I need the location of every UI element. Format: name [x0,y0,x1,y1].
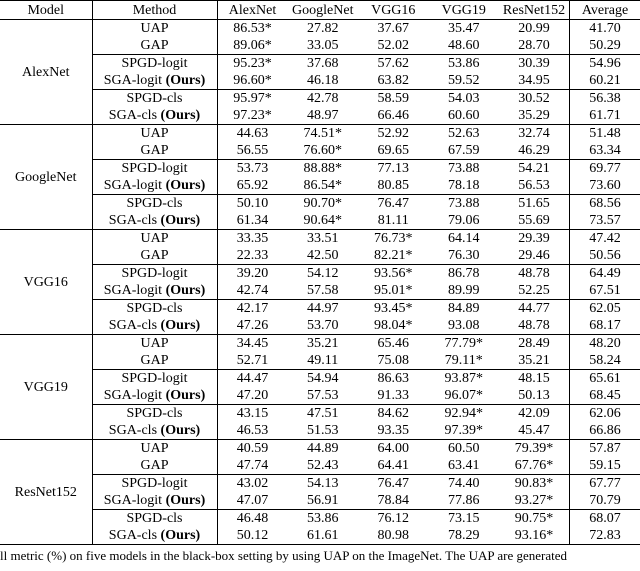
ours-tag: (Ours) [160,423,201,438]
value-cell: 53.86 [288,510,359,528]
value-cell: 34.95 [499,72,570,90]
ours-tag: (Ours) [160,528,201,543]
header-googlenet: GoogleNet [288,1,359,20]
value-cell: 49.11 [307,353,339,368]
value-cell: 46.29 [499,142,570,160]
method-name [92,492,217,510]
value-cell: 93.35 [377,423,409,438]
value-cell: 93.45* [358,300,429,318]
table-row [0,510,640,528]
value-cell: 72.83 [570,527,640,545]
ours-tag: (Ours) [165,283,206,298]
value-cell: 73.57 [589,213,621,228]
value-cell: 54.03 [429,90,500,108]
value-cell: 95.23* [217,55,288,73]
table-row [0,212,640,230]
model-name: VGG16 [0,230,92,335]
value-cell: 53.70 [307,318,339,333]
method-name [92,212,217,230]
value-cell: 35.21 [499,352,570,370]
value-cell: 20.99 [499,20,570,38]
value-cell: 59.52 [448,73,480,88]
value-cell: 52.92 [358,125,429,143]
method-name: SPGD-logit [92,55,217,73]
value-cell: 66.86 [589,423,621,438]
value-cell: 34.45 [217,335,288,353]
value-cell: 39.20 [217,265,288,283]
ours-tag: (Ours) [160,213,201,228]
table-row [0,335,640,353]
value-cell: 90.70* [288,195,359,213]
method-name: SPGD-logit [92,265,217,283]
value-cell: 98.04* [374,318,413,333]
value-cell: 43.02 [217,475,288,493]
value-cell: 61.34 [236,213,269,228]
method-label: SGA-cls [108,423,161,438]
value-cell: 69.65 [377,143,409,158]
method-name: SPGD-cls [92,195,217,213]
value-cell: 93.56* [358,265,429,283]
value-cell: 68.56 [570,195,640,213]
table-body [0,20,640,545]
value-cell: 47.74 [236,458,269,473]
value-cell: 57.62 [358,55,429,73]
value-cell: 50.12 [217,527,288,545]
value-cell: 44.47 [217,370,288,388]
value-cell: 50.13 [499,387,570,405]
value-cell: 58.59 [358,90,429,108]
value-cell: 44.89 [288,440,359,458]
value-cell: 68.45 [589,388,621,403]
method-name: GAP [92,37,217,55]
value-cell: 61.71 [589,108,621,123]
method-label: SGA-cls [108,528,161,543]
table-row [0,300,640,318]
method-label: SGA-logit [103,283,166,298]
value-cell: 52.02 [377,38,409,53]
value-cell: 35.21 [288,335,359,353]
value-cell: 78.18 [448,178,480,193]
method-name [92,72,217,90]
method-name: SPGD-cls [92,510,217,528]
value-cell: 42.74 [236,283,269,298]
ours-tag: (Ours) [165,178,206,193]
value-cell: 29.39 [499,230,570,248]
table-row [0,457,640,475]
method-name: GAP [92,247,217,265]
value-cell: 44.77 [499,300,570,318]
value-cell: 35.47 [429,20,500,38]
value-cell: 74.40 [429,475,500,493]
value-cell: 47.42 [570,230,640,248]
table-row [0,107,640,125]
method-label: SGA-logit [103,388,166,403]
table-row [0,475,640,493]
value-cell: 79.11* [444,353,483,368]
value-cell: 61.61 [288,527,359,545]
value-cell: 46.53 [236,423,269,438]
method-name: UAP [92,125,217,143]
method-name [92,422,217,440]
method-name: GAP [92,352,217,370]
table-row [0,317,640,335]
method-name: GAP [92,457,217,475]
value-cell: 51.53 [307,423,339,438]
value-cell: 63.82 [377,73,409,88]
value-cell: 63.41 [448,458,480,473]
table-row [0,265,640,283]
value-cell: 51.48 [570,125,640,143]
value-cell: 54.13 [288,475,359,493]
method-name: UAP [92,230,217,248]
value-cell: 73.15 [429,510,500,528]
value-cell: 42.09 [499,405,570,423]
method-name [92,527,217,545]
value-cell: 92.94* [429,405,500,423]
value-cell: 88.88* [288,160,359,178]
method-name: SPGD-cls [92,300,217,318]
header-method: Method [92,1,217,20]
value-cell: 52.43 [307,458,339,473]
value-cell: 84.89 [429,300,500,318]
value-cell: 80.85 [377,178,409,193]
value-cell: 45.47 [499,422,570,440]
value-cell: 79.06 [448,213,480,228]
table-row [0,230,640,248]
value-cell: 55.69 [499,212,570,230]
value-cell: 69.77 [570,160,640,178]
value-cell: 65.92 [236,178,269,193]
value-cell: 82.21* [374,248,413,263]
value-cell: 62.06 [570,405,640,423]
table-row [0,90,640,108]
value-cell: 86.78 [429,265,500,283]
method-name: SPGD-cls [92,90,217,108]
value-cell: 47.20 [236,388,269,403]
value-cell: 37.68 [288,55,359,73]
value-cell: 77.13 [358,160,429,178]
value-cell: 76.47 [358,195,429,213]
value-cell: 64.14 [429,230,500,248]
value-cell: 52.71 [236,353,269,368]
value-cell: 52.25 [499,282,570,300]
method-label: SGA-cls [108,213,161,228]
value-cell: 56.55 [236,143,269,158]
value-cell: 54.21 [499,160,570,178]
value-cell: 64.00 [358,440,429,458]
value-cell: 22.33 [236,248,269,263]
value-cell: 76.60* [303,143,342,158]
value-cell: 46.48 [217,510,288,528]
value-cell: 84.62 [358,405,429,423]
value-cell: 76.30 [448,248,480,263]
value-cell: 59.15 [589,458,621,473]
value-cell: 93.08 [448,318,480,333]
header-average: Average [570,1,640,20]
value-cell: 33.51 [288,230,359,248]
value-cell: 30.39 [499,55,570,73]
value-cell: 30.52 [499,90,570,108]
value-cell: 97.23* [233,108,272,123]
value-cell: 67.77 [570,475,640,493]
value-cell: 93.27* [499,492,570,510]
method-label: SGA-logit [103,493,166,508]
header-model: Model [0,1,92,20]
method-name [92,387,217,405]
table-row [0,247,640,265]
value-cell: 73.88 [429,195,500,213]
ours-tag: (Ours) [160,108,201,123]
value-cell: 60.50 [429,440,500,458]
table-row [0,387,640,405]
table-row [0,142,640,160]
table-row [0,492,640,510]
value-cell: 97.39* [444,423,483,438]
value-cell: 42.50 [307,248,339,263]
header-vgg19: VGG19 [429,1,500,20]
value-cell: 86.53* [217,20,288,38]
value-cell: 68.17 [589,318,621,333]
value-cell: 75.08 [377,353,409,368]
value-cell: 56.53 [499,177,570,195]
value-cell: 54.12 [288,265,359,283]
value-cell: 67.59 [448,143,480,158]
value-cell: 76.47 [358,475,429,493]
value-cell: 68.07 [570,510,640,528]
value-cell: 48.78 [499,317,570,335]
value-cell: 47.51 [288,405,359,423]
value-cell: 76.73* [358,230,429,248]
table-row [0,177,640,195]
method-label: SGA-cls [108,108,161,123]
header-alexnet: AlexNet [217,1,288,20]
ours-tag: (Ours) [165,73,206,88]
value-cell: 86.63 [358,370,429,388]
value-cell: 47.26 [236,318,269,333]
table-row [0,370,640,388]
table-row [0,160,640,178]
method-name [92,177,217,195]
method-name: SPGD-logit [92,370,217,388]
method-name: SPGD-cls [92,405,217,423]
value-cell: 48.78 [499,265,570,283]
value-cell: 51.65 [499,195,570,213]
table-row [0,195,640,213]
value-cell: 41.70 [570,20,640,38]
method-name: UAP [92,440,217,458]
value-cell: 76.12 [358,510,429,528]
value-cell: 96.60* [233,73,272,88]
value-cell: 73.60 [589,178,621,193]
table-row [0,440,640,458]
value-cell: 63.34 [589,143,621,158]
ours-tag: (Ours) [165,493,206,508]
value-cell: 35.29 [499,107,570,125]
ours-tag: (Ours) [165,388,206,403]
table-row [0,527,640,545]
value-cell: 78.29 [429,527,500,545]
method-name: UAP [92,20,217,38]
value-cell: 53.86 [429,55,500,73]
value-cell: 50.10 [217,195,288,213]
method-name: GAP [92,142,217,160]
method-label: SGA-cls [108,318,161,333]
value-cell: 89.99 [448,283,480,298]
value-cell: 43.15 [217,405,288,423]
header-resnet152: ResNet152 [499,1,570,20]
model-name: AlexNet [0,20,92,125]
value-cell: 64.49 [570,265,640,283]
value-cell: 53.73 [217,160,288,178]
value-cell: 62.05 [570,300,640,318]
table-row [0,405,640,423]
value-cell: 27.82 [288,20,359,38]
value-cell: 52.63 [429,125,500,143]
table-row [0,55,640,73]
value-cell: 48.97 [307,108,339,123]
model-name: VGG19 [0,335,92,440]
value-cell: 33.35 [217,230,288,248]
value-cell: 70.79 [589,493,621,508]
value-cell: 50.56 [589,248,621,263]
value-cell: 46.18 [307,73,339,88]
table-row [0,282,640,300]
value-cell: 44.63 [217,125,288,143]
value-cell: 28.49 [499,335,570,353]
value-cell: 54.96 [570,55,640,73]
value-cell: 57.87 [570,440,640,458]
value-cell: 90.64* [303,213,342,228]
value-cell: 28.70 [499,37,570,55]
value-cell: 40.59 [217,440,288,458]
value-cell: 60.21 [589,73,621,88]
value-cell: 42.78 [288,90,359,108]
table-row [0,37,640,55]
value-cell: 57.58 [307,283,339,298]
value-cell: 50.29 [589,38,621,53]
method-name: SPGD-logit [92,475,217,493]
table-row [0,125,640,143]
value-cell: 48.15 [499,370,570,388]
value-cell: 81.11 [377,213,409,228]
table-row [0,20,640,38]
header-row [0,1,640,20]
value-cell: 80.98 [358,527,429,545]
model-name: ResNet152 [0,440,92,545]
value-cell: 57.53 [307,388,339,403]
table-caption: ll metric (%) on five models in the black-box setting by using UAP on the ImageNet. The UAP are generated [0,548,568,563]
value-cell: 89.06* [233,38,272,53]
header-vgg16: VGG16 [358,1,429,20]
ours-tag: (Ours) [160,318,201,333]
value-cell: 33.05 [307,38,339,53]
value-cell: 54.94 [288,370,359,388]
method-name [92,317,217,335]
value-cell: 56.38 [570,90,640,108]
table-row [0,422,640,440]
method-name [92,107,217,125]
value-cell: 77.79* [429,335,500,353]
value-cell: 86.54* [303,178,342,193]
model-name: GoogleNet [0,125,92,230]
value-cell: 29.46 [499,247,570,265]
value-cell: 67.76* [499,457,570,475]
value-cell: 58.24 [589,353,621,368]
value-cell: 78.84 [377,493,409,508]
method-label: SGA-logit [103,73,166,88]
value-cell: 48.20 [570,335,640,353]
value-cell: 60.60 [448,108,480,123]
value-cell: 42.17 [217,300,288,318]
value-cell: 79.39* [499,440,570,458]
value-cell: 64.41 [377,458,409,473]
value-cell: 32.74 [499,125,570,143]
value-cell: 73.88 [429,160,500,178]
value-cell: 95.01* [374,283,413,298]
method-name [92,282,217,300]
value-cell: 37.67 [358,20,429,38]
table-row [0,352,640,370]
table-row [0,72,640,90]
value-cell: 90.75* [499,510,570,528]
value-cell: 67.51 [589,283,621,298]
value-cell: 47.07 [236,493,269,508]
value-cell: 91.33 [377,388,409,403]
value-cell: 77.86 [448,493,480,508]
value-cell: 56.91 [307,493,339,508]
value-cell: 65.46 [358,335,429,353]
value-cell: 74.51* [288,125,359,143]
method-label: SGA-logit [103,178,166,193]
value-cell: 65.61 [570,370,640,388]
method-name: SPGD-logit [92,160,217,178]
value-cell: 48.60 [448,38,480,53]
value-cell: 66.46 [377,108,409,123]
value-cell: 96.07* [444,388,483,403]
value-cell: 93.16* [499,527,570,545]
value-cell: 90.83* [499,475,570,493]
method-name: UAP [92,335,217,353]
value-cell: 44.97 [288,300,359,318]
value-cell: 95.97* [217,90,288,108]
value-cell: 93.87* [429,370,500,388]
